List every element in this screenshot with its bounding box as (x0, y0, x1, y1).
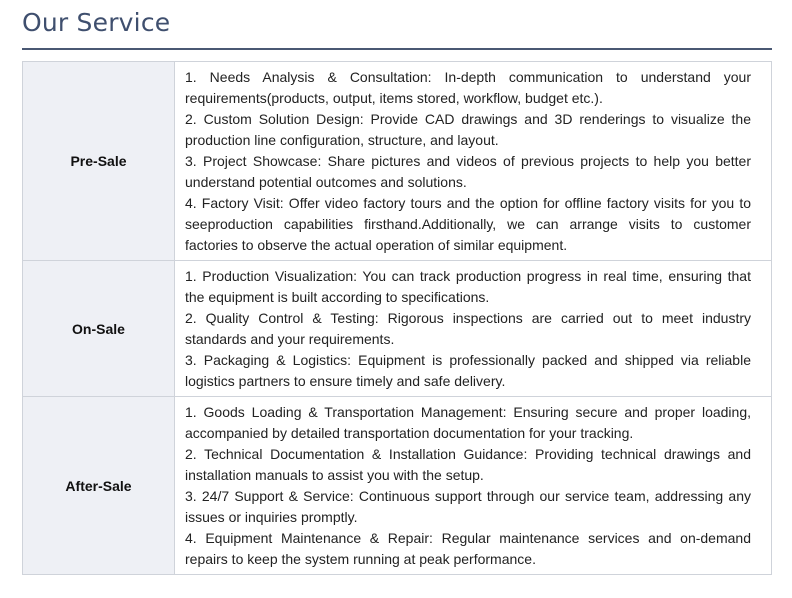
stage-label-pre-sale: Pre-Sale (23, 62, 175, 261)
stage-details-pre-sale (175, 62, 772, 261)
title-divider (22, 48, 772, 50)
service-item: 1. Goods Loading & Transportation Management: Ensuring secure and proper loading, accompanied by detailed transportation documentation for your tracking. (185, 404, 751, 441)
service-item: 3. 24/7 Support & Service: Continuous support through our service team, addressing any issues or inquiries promptly. (185, 488, 751, 525)
stage-label-after-sale: After-Sale (23, 397, 175, 575)
table-row-after-sale (23, 397, 772, 575)
service-table (22, 61, 772, 575)
service-item: 2. Technical Documentation & Installation Guidance: Providing technical drawings and installation manuals to assist you with the setup. (185, 446, 751, 483)
service-item: 2. Quality Control & Testing: Rigorous inspections are carried out to meet industry standards and your requirements. (185, 310, 751, 347)
stage-label-on-sale: On-Sale (23, 261, 175, 397)
stage-details-on-sale (175, 261, 772, 397)
service-item: 1. Production Visualization: You can track production progress in real time, ensuring that the equipment is built according to specifications. (185, 268, 751, 305)
page-title: Our Service (22, 8, 171, 37)
stage-details-after-sale (175, 397, 772, 575)
service-item: 4. Equipment Maintenance & Repair: Regular maintenance services and on-demand repairs to keep the system running at peak performance. (185, 530, 751, 567)
service-item: 4. Factory Visit: Offer video factory tours and the option for offline factory visits for you to seeproduction capabilities firsthand.Additionally, we can arrange visits to customer factories to observe the actual operation of similar equipment. (185, 195, 751, 253)
table-row-on-sale (23, 261, 772, 397)
service-item: 2. Custom Solution Design: Provide CAD drawings and 3D renderings to visualize the production line configuration, structure, and layout. (185, 111, 751, 148)
service-item: 3. Project Showcase: Share pictures and videos of previous projects to help you better understand potential outcomes and solutions. (185, 153, 751, 190)
service-item: 1. Needs Analysis & Consultation: In-depth communication to understand your requirements(products, output, items stored, workflow, budget etc.). (185, 69, 751, 106)
table-row-pre-sale (23, 62, 772, 261)
service-item: 3. Packaging & Logistics: Equipment is professionally packed and shipped via reliable logistics partners to ensure timely and safe delivery. (185, 352, 751, 389)
